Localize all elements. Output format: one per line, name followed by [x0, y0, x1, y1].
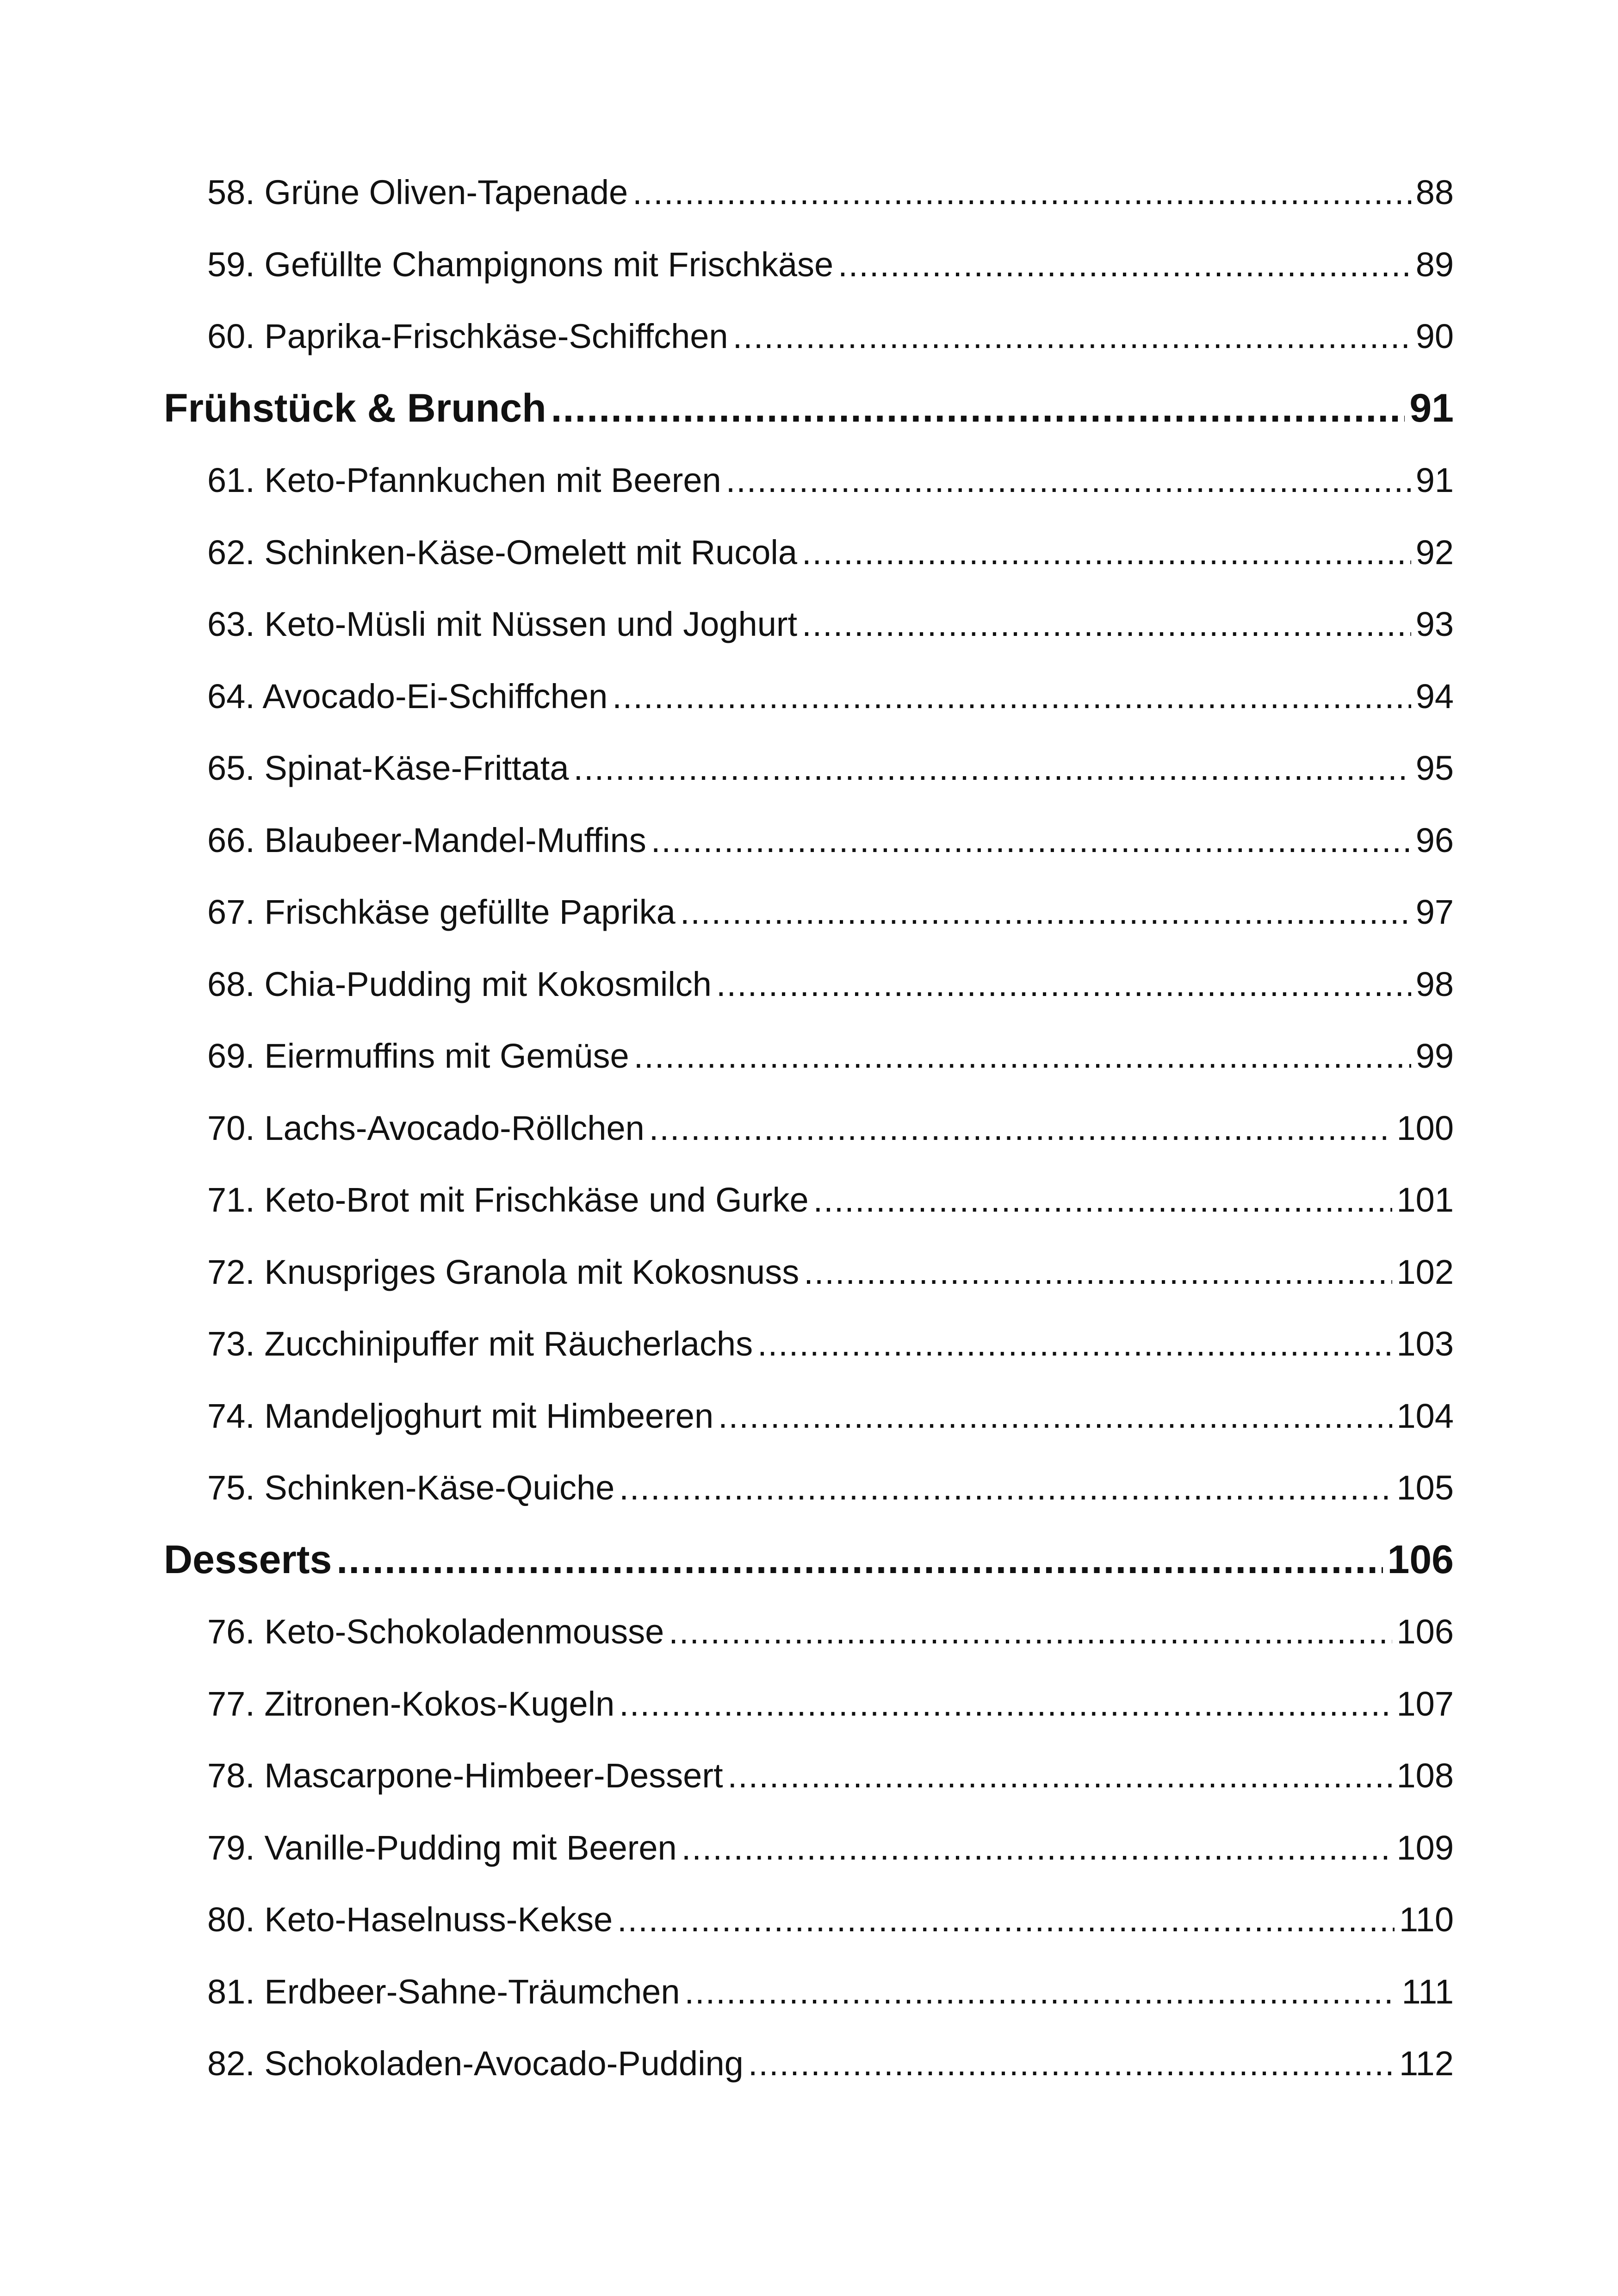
page-number: 108 [1396, 1756, 1454, 1795]
dot-leader [726, 444, 1411, 516]
page-number: 89 [1415, 245, 1454, 284]
page-number: 98 [1415, 964, 1454, 1003]
page-number: 105 [1396, 1468, 1454, 1507]
page-number: 107 [1396, 1684, 1454, 1723]
dot-leader [680, 876, 1411, 948]
page-number: 103 [1396, 1325, 1454, 1363]
entry-title: 67. Frischkäse gefüllte Paprika [207, 893, 676, 931]
toc-entry [164, 876, 1454, 948]
toc-entry [164, 1092, 1454, 1164]
toc-entry [164, 300, 1454, 373]
toc-entry [164, 1740, 1454, 1812]
toc-entry [164, 1164, 1454, 1236]
page-number: 110 [1399, 1900, 1454, 1939]
page-number: 97 [1415, 893, 1454, 931]
dot-leader [336, 1524, 1382, 1596]
dot-leader [684, 1956, 1397, 2028]
dot-leader [617, 1884, 1395, 1956]
page-number: 100 [1396, 1108, 1454, 1147]
entry-title: 71. Keto-Brot mit Frischkäse und Gurke [207, 1181, 809, 1219]
toc-entry [164, 229, 1454, 301]
page-number: 106 [1387, 1537, 1454, 1582]
entry-title: 76. Keto-Schokoladenmousse [207, 1612, 664, 1651]
toc-entry [164, 948, 1454, 1020]
page-number: 109 [1396, 1828, 1454, 1867]
dot-leader [612, 660, 1411, 733]
entry-title: 74. Mandeljoghurt mit Himbeeren [207, 1396, 714, 1435]
dot-leader [838, 229, 1411, 301]
entry-title: 75. Schinken-Käse-Quiche [207, 1468, 615, 1507]
toc-entry [164, 1452, 1454, 1524]
page-number: 111 [1401, 1972, 1454, 2011]
page-number: 112 [1399, 2044, 1454, 2083]
page-number: 91 [1409, 386, 1454, 430]
toc-entry [164, 588, 1454, 660]
page-number: 91 [1415, 461, 1454, 499]
toc-entry [164, 1308, 1454, 1380]
toc-entry [164, 1236, 1454, 1308]
page-number: 104 [1396, 1396, 1454, 1435]
page-number: 93 [1415, 605, 1454, 643]
dot-leader [804, 1236, 1392, 1308]
dot-leader [649, 1092, 1392, 1164]
page-number: 94 [1415, 677, 1454, 716]
entry-title: 77. Zitronen-Kokos-Kugeln [207, 1684, 615, 1723]
entry-title: 68. Chia-Pudding mit Kokosmilch [207, 964, 712, 1003]
toc-entry [164, 660, 1454, 733]
dot-leader [619, 1668, 1392, 1740]
entry-title: 61. Keto-Pfannkuchen mit Beeren [207, 461, 721, 499]
entry-title: 65. Spinat-Käse-Frittata [207, 749, 569, 787]
dot-leader [716, 948, 1411, 1020]
page-number: 90 [1415, 317, 1454, 355]
dot-leader [573, 732, 1411, 804]
page-number: 88 [1415, 173, 1454, 212]
entry-title: 82. Schokoladen-Avocado-Pudding [207, 2044, 744, 2083]
entry-title: 73. Zucchinipuffer mit Räucherlachs [207, 1325, 753, 1363]
toc-section-heading [164, 1524, 1454, 1596]
toc-entry [164, 2028, 1454, 2100]
dot-leader [669, 1596, 1392, 1668]
section-title: Desserts [164, 1537, 332, 1582]
section-title: Frühstück & Brunch [164, 386, 546, 430]
entry-title: 64. Avocado-Ei-Schiffchen [207, 677, 608, 716]
toc-entry [164, 1020, 1454, 1092]
dot-leader [802, 516, 1411, 589]
toc-entry [164, 156, 1454, 229]
entry-title: 81. Erdbeer-Sahne-Träumchen [207, 1972, 680, 2011]
toc-section-heading [164, 373, 1454, 445]
toc-entry [164, 804, 1454, 877]
dot-leader [632, 156, 1411, 229]
toc-entry [164, 1596, 1454, 1668]
toc-entry [164, 732, 1454, 804]
entry-title: 80. Keto-Haselnuss-Kekse [207, 1900, 613, 1939]
dot-leader [757, 1308, 1392, 1380]
entry-title: 66. Blaubeer-Mandel-Muffins [207, 821, 646, 859]
dot-leader [802, 588, 1411, 660]
entry-title: 63. Keto-Müsli mit Nüssen und Joghurt [207, 605, 798, 643]
toc-entry [164, 1956, 1454, 2028]
page-number: 96 [1415, 821, 1454, 859]
page-number: 95 [1415, 749, 1454, 787]
page-number: 101 [1396, 1181, 1454, 1219]
page-number: 99 [1415, 1037, 1454, 1075]
dot-leader [813, 1164, 1392, 1236]
toc-entry [164, 1668, 1454, 1740]
dot-leader [551, 373, 1405, 445]
page-number: 106 [1396, 1612, 1454, 1651]
dot-leader [748, 2028, 1395, 2100]
toc-entry [164, 1380, 1454, 1452]
entry-title: 59. Gefüllte Champignons mit Frischkäse [207, 245, 834, 284]
entry-title: 69. Eiermuffins mit Gemüse [207, 1037, 629, 1075]
page-number: 92 [1415, 533, 1454, 572]
entry-title: 70. Lachs-Avocado-Röllchen [207, 1108, 645, 1147]
dot-leader [619, 1452, 1392, 1524]
dot-leader [718, 1380, 1392, 1452]
toc-entry [164, 516, 1454, 589]
entry-title: 58. Grüne Oliven-Tapenade [207, 173, 628, 212]
table-of-contents [164, 156, 1454, 2100]
entry-title: 60. Paprika-Frischkäse-Schiffchen [207, 317, 728, 355]
entry-title: 72. Knuspriges Granola mit Kokosnuss [207, 1252, 800, 1291]
dot-leader [728, 1740, 1392, 1812]
dot-leader [682, 1812, 1392, 1884]
entry-title: 62. Schinken-Käse-Omelett mit Rucola [207, 533, 797, 572]
toc-entry [164, 444, 1454, 516]
page-number: 102 [1396, 1252, 1454, 1291]
toc-entry [164, 1884, 1454, 1956]
dot-leader [651, 804, 1411, 877]
entry-title: 78. Mascarpone-Himbeer-Dessert [207, 1756, 723, 1795]
toc-entry [164, 1812, 1454, 1884]
dot-leader [634, 1020, 1411, 1092]
dot-leader [733, 300, 1411, 373]
entry-title: 79. Vanille-Pudding mit Beeren [207, 1828, 677, 1867]
